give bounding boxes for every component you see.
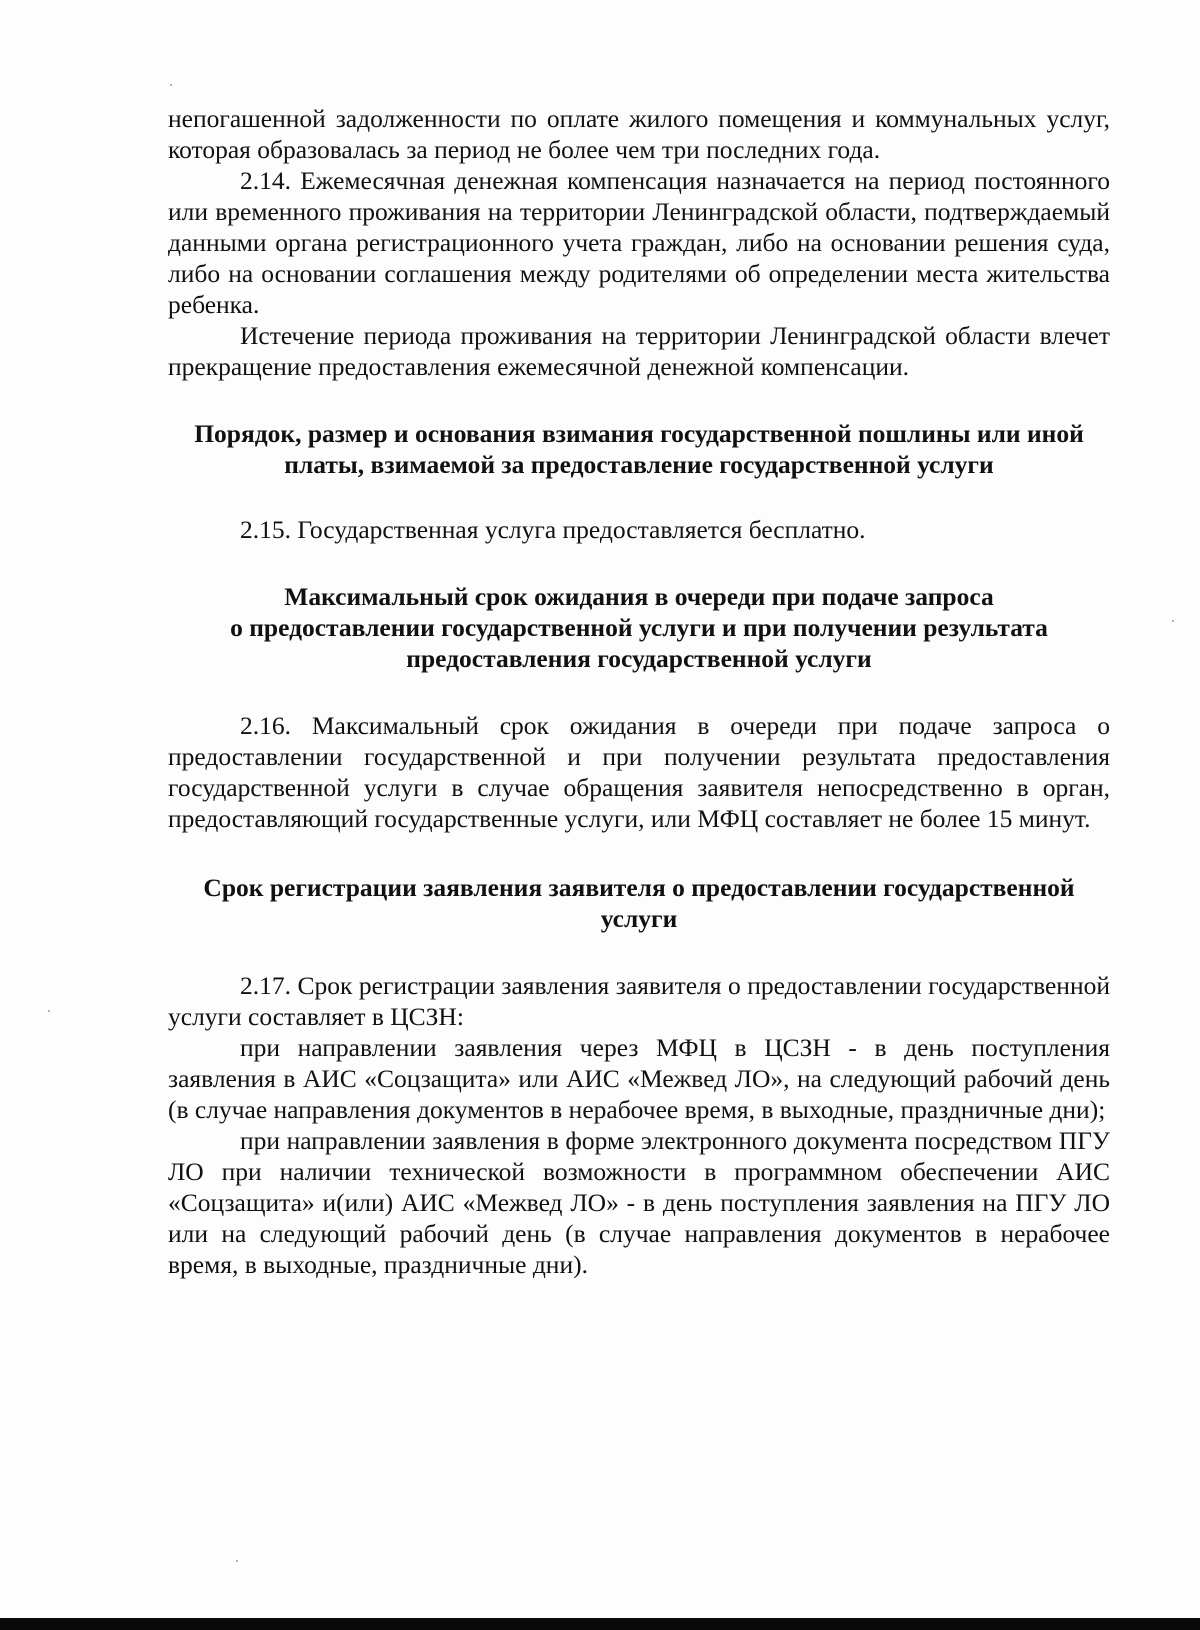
section-heading-fee: Порядок, размер и основания взимания государственной пошлины или иной платы, взимаемой за предоставление государственной услуги xyxy=(194,419,1084,479)
scan-speck xyxy=(236,1560,238,1562)
paragraph-continuation: непогашенной задолженности по оплате жилого помещения и коммунальных услуг, которая образовалась за период не более чем три последних года. xyxy=(168,104,1110,164)
paragraph-2-17-mfc: при направлении заявления через МФЦ в ЦСЗН - в день поступления заявления в АИС «Соцзащита» или АИС «Межвед ЛО», на следующий рабочий день (в случае направления документов в нерабочее время, в выходные, праздничные дни); xyxy=(168,1033,1110,1124)
paragraph-2-17-pgu: при направлении заявления в форме электронного документа посредством ПГУ ЛО при наличии технической возможности в программном обеспечении АИС «Соцзащита» и(или) АИС «Межвед ЛО» - в день поступления заявления на ПГУ ЛО или на следующий рабочий день (в случае направления документов в нерабочее время, в выходные, праздничные дни). xyxy=(168,1126,1110,1279)
scan-bottom-edge xyxy=(0,1618,1200,1630)
scan-speck xyxy=(1172,620,1174,622)
paragraph-2-14: 2.14. Ежемесячная денежная компенсация назначается на период постоянного или временного проживания на территории Ленинградской области, подтверждаемый данными органа регистрационного учета граждан, либо на основании решения суда, либо на основании соглашения между родителями об определении места жительства ребенка. xyxy=(168,166,1110,319)
paragraph-2-15: 2.15. Государственная услуга предоставляется бесплатно. xyxy=(240,515,866,544)
paragraph-2-17: 2.17. Срок регистрации заявления заявителя о предоставлении государственной услуги составляет в ЦСЗН: xyxy=(168,971,1110,1031)
scan-speck xyxy=(170,84,172,86)
paragraph-2-14-expiry: Истечение периода проживания на территории Ленинградской области влечет прекращение предоставления ежемесячной денежной компенсации. xyxy=(168,321,1110,381)
section-heading-wait-line-1: Максимальный срок ожидания в очереди при подаче запроса xyxy=(284,582,994,611)
section-heading-wait-line-2: о предоставлении государственной услуги и при получении результата предоставления государственной услуги xyxy=(230,613,1048,673)
paragraph-2-16: 2.16. Максимальный срок ожидания в очереди при подаче запроса о предоставлении государственной и при получении результата предоставления государственной услуги в случае обращения заявителя непосредственно в орган, предоставляющий государственные услуги, или МФЦ составляет не более 15 минут. xyxy=(168,711,1110,833)
document-body xyxy=(168,103,1110,1280)
scan-speck xyxy=(48,1010,50,1012)
section-heading-registration: Срок регистрации заявления заявителя о предоставлении государственной услуги xyxy=(203,873,1075,933)
